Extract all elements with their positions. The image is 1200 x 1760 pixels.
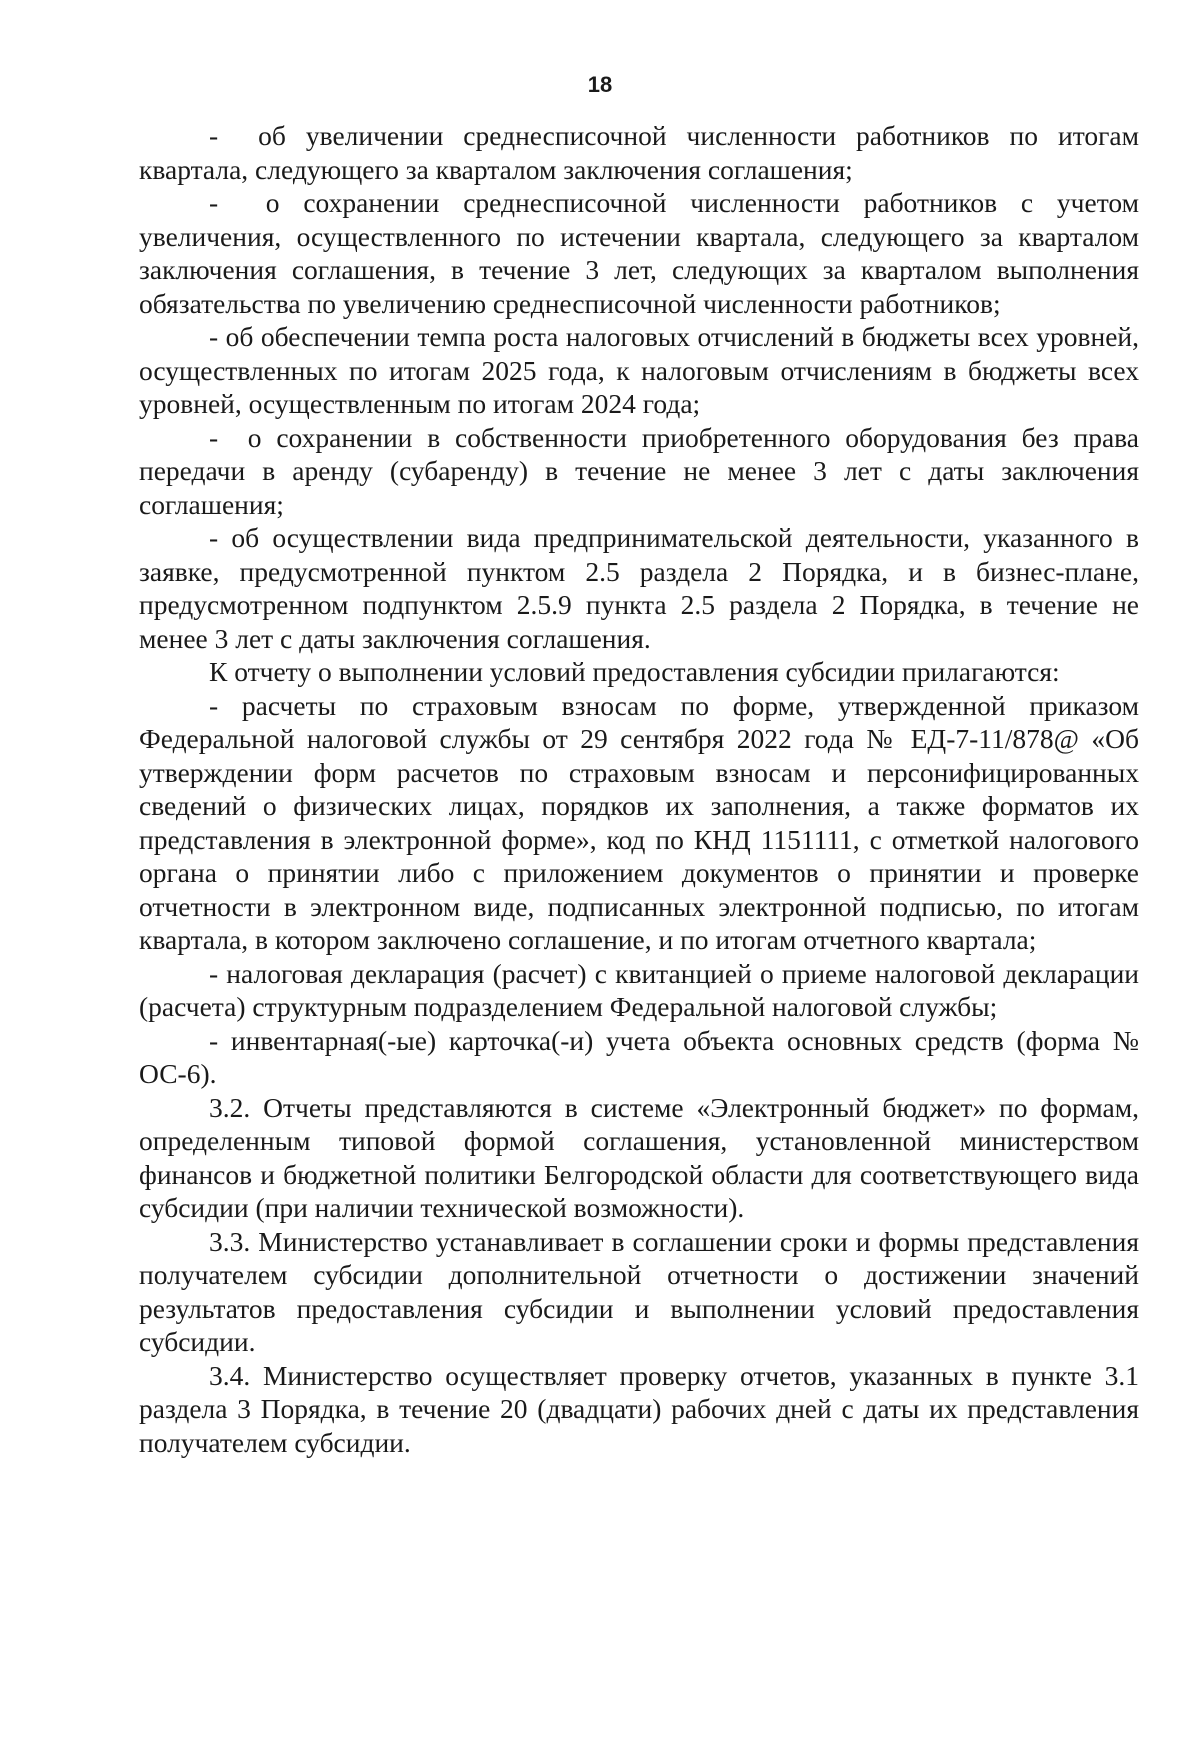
paragraph-headcount-retention: - о сохранении среднесписочной численности работников с учетом увеличения, осуществленного по истечении квартала, следующего за кварталом заключения соглашения, в течение 3 лет, следующих за кварталом выполнения обязательства по увеличению среднесписочной численности работников; [139, 187, 1139, 319]
paragraph-section-3-3: 3.3. Министерство устанавливает в соглашении сроки и формы представления получателем субсидии дополнительной отчетности о достижении значений результатов предоставления субсидии и выполнении условий предоставления субсидии. [139, 1225, 1139, 1357]
paragraph-report-attachments-intro: К отчету о выполнении условий предоставления субсидии прилагаются: [209, 656, 1060, 687]
page-number: 18 [587, 72, 613, 97]
paragraph-tax-declaration: - налоговая декларация (расчет) с квитанцией о приеме налоговой декларации (расчета) структурным подразделением Федеральной налоговой службы; [139, 957, 1139, 1022]
paragraph-equipment-retention: - о сохранении в собственности приобретенного оборудования без права передачи в аренду (субаренду) в течение не менее 3 лет с даты заключения соглашения; [139, 421, 1139, 520]
paragraph-tax-growth: - об обеспечении темпа роста налоговых отчислений в бюджеты всех уровней, осуществленных по итогам 2025 года, к налоговым отчислениям в бюджеты всех уровней, осуществленным по итогам 2024 года; [139, 321, 1139, 419]
document-body [139, 119, 1139, 1459]
paragraph-insurance-calculations: - расчеты по страховым взносам по форме, утвержденной приказом Федеральной налоговой службы от 29 сентября 2022 года № ЕД-7-11/878@ «Об утверждении форм расчетов по страховым взносам и персонифицированных сведений о физических лицах, порядков их заполнения, а также форматов их представления в электронной форме», код по КНД 1151111, с отметкой налогового органа о принятии либо с приложением документов о принятии и проверке отчетности в электронном виде, подписанных электронной подписью, по итогам квартала, в котором заключено соглашение, и по итогам отчетного квартала; [139, 689, 1139, 955]
paragraph-business-activity: - об осуществлении вида предпринимательской деятельности, указанного в заявке, предусмотренной пунктом 2.5 раздела 2 Порядка, и в бизнес-плане, предусмотренном подпунктом 2.5.9 пункта 2.5 раздела 2 Порядка, в течение не менее 3 лет с даты заключения соглашения. [139, 522, 1139, 654]
paragraph-inventory-card: - инвентарная(-ые) карточка(-и) учета объекта основных средств (форма № ОС-6). [139, 1024, 1139, 1089]
paragraph-section-3-2: 3.2. Отчеты представляются в системе «Электронный бюджет» по формам, определенным типовой формой соглашения, установленной министерством финансов и бюджетной политики Белгородской области для соответствующего вида субсидии (при наличии технической возможности). [139, 1091, 1139, 1223]
paragraph-section-3-4: 3.4. Министерство осуществляет проверку отчетов, указанных в пункте 3.1 раздела 3 Порядка, в течение 20 (двадцати) рабочих дней с даты их представления получателем субсидии. [139, 1359, 1139, 1458]
paragraph-headcount-increase: - об увеличении среднесписочной численности работников по итогам квартала, следующего за кварталом заключения соглашения; [139, 120, 1139, 185]
